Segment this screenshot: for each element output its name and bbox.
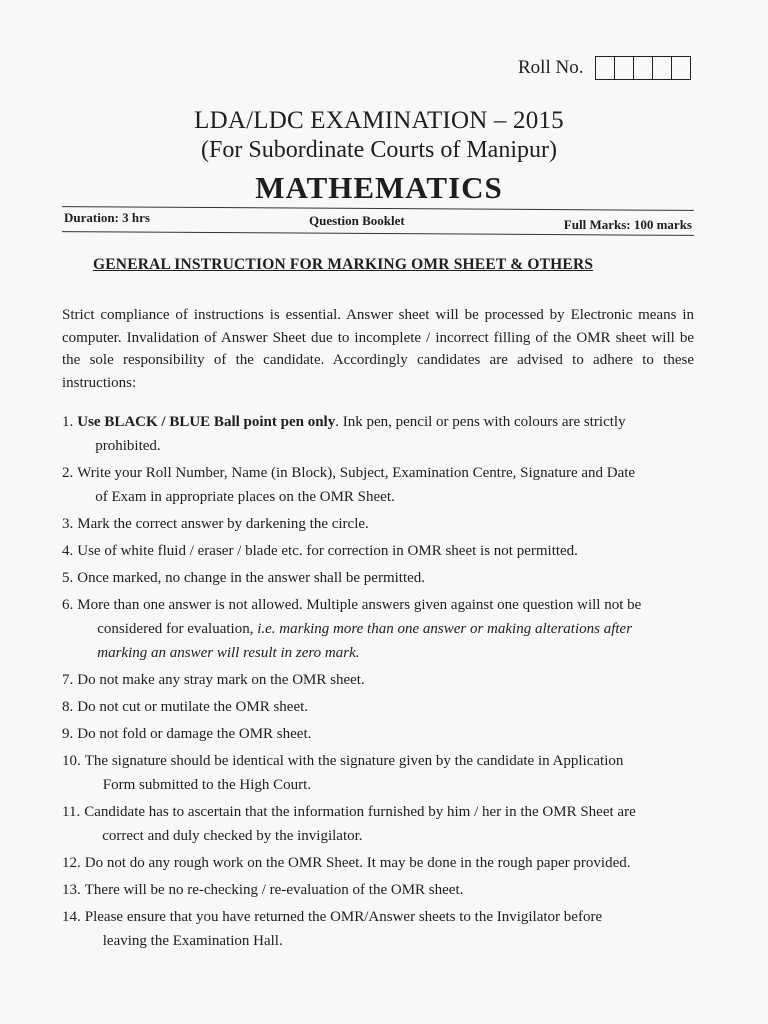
instruction-item (62, 461, 694, 509)
instruction-line: Do not make any stray mark on the OMR sheet. (77, 672, 365, 688)
instruction-item (62, 593, 694, 665)
instruction-item (62, 512, 694, 536)
instruction-line: Do not cut or mutilate the OMR sheet. (77, 699, 309, 715)
instruction-text (85, 749, 694, 797)
booklet-text: Question Booklet (309, 213, 405, 228)
instruction-item (62, 749, 694, 797)
instruction-continuation: prohibited. (95, 438, 161, 454)
roll-number-boxes (595, 56, 691, 80)
instruction-number: 2. (62, 465, 74, 481)
instruction-continuation: Form submitted to the High Court. (102, 777, 312, 793)
roll-number-box (672, 57, 690, 79)
roll-number-block (518, 56, 691, 80)
instruction-item (62, 668, 694, 692)
full-marks-text: Full Marks: 100 marks (563, 217, 692, 232)
instruction-text (85, 905, 694, 953)
instruction-text (84, 800, 694, 848)
instruction-continuation: leaving the Examination Hall. (102, 933, 283, 949)
exam-subtitle: (For Subordinate Courts of Manipur) (201, 137, 557, 163)
instruction-text (77, 593, 694, 665)
instruction-item (62, 800, 694, 848)
instruction-line: Once marked, no change in the answer shall be permitted. (77, 570, 426, 586)
roll-number-label: Roll No. (518, 57, 584, 78)
instruction-number: 11. (62, 804, 81, 820)
instruction-line: Use of white fluid / eraser / blade etc. for correction in OMR sheet is not permitted. (77, 543, 578, 559)
instruction-continuation-plain: considered for evaluation, (97, 621, 258, 637)
instruction-number: 3. (62, 516, 74, 532)
instruction-emphasis: Use BLACK / BLUE Ball point pen only (77, 414, 336, 430)
instruction-item (62, 695, 694, 719)
instruction-item (62, 410, 694, 458)
roll-number-box (596, 57, 615, 79)
instruction-number: 1. (62, 414, 74, 430)
instruction-line: Do not do any rough work on the OMR Sheet. It may be done in the rough paper provided. (84, 855, 631, 871)
subject-title: MATHEMATICS (255, 170, 503, 205)
instructions-list (62, 410, 694, 956)
instruction-item (62, 851, 694, 875)
instructions-heading: GENERAL INSTRUCTION FOR MARKING OMR SHEET & OTHERS (93, 256, 594, 273)
instruction-item (62, 905, 694, 953)
instruction-text (77, 410, 694, 458)
instruction-number: 7. (62, 672, 74, 688)
duration-text: Duration: 3 hrs (64, 210, 150, 225)
instruction-line: More than one answer is not allowed. Multiple answers given against one question will not be (77, 597, 642, 613)
instruction-line: . Ink pen, pencil or pens with colours are strictly (335, 414, 626, 430)
instruction-item (62, 722, 694, 746)
instruction-line: There will be no re-checking / re-evaluation of the OMR sheet. (84, 882, 464, 898)
instruction-line: Mark the correct answer by darkening the circle. (77, 516, 369, 532)
instruction-continuation-italic: i.e. marking more than one answer or making alterations after (257, 621, 633, 637)
instruction-continuation: of Exam in appropriate places on the OMR Sheet. (95, 489, 395, 505)
instruction-number: 6. (62, 597, 74, 613)
roll-number-box (653, 57, 672, 79)
instruction-number: 4. (62, 543, 74, 559)
exam-meta-row (64, 210, 692, 230)
instruction-item (62, 539, 694, 563)
instruction-line: Please ensure that you have returned the OMR/Answer sheets to the Invigilator before (84, 909, 603, 925)
instruction-line: Write your Roll Number, Name (in Block), Subject, Examination Centre, Signature and Date (77, 465, 636, 481)
instruction-continuation: correct and duly checked by the invigilator. (102, 828, 363, 844)
roll-number-box (634, 57, 653, 79)
instruction-number: 12. (62, 855, 81, 871)
instruction-number: 5. (62, 570, 74, 586)
instruction-number: 8. (62, 699, 74, 715)
instruction-item (62, 566, 694, 590)
instruction-number: 14. (62, 909, 81, 925)
instruction-number: 9. (62, 726, 74, 742)
instruction-line: Candidate has to ascertain that the information furnished by him / her in the OMR Sheet are (84, 804, 636, 820)
exam-title: LDA/LDC EXAMINATION – 2015 (194, 107, 564, 134)
instruction-line: Do not fold or damage the OMR sheet. (77, 726, 312, 742)
instruction-item (62, 878, 694, 902)
instruction-continuation (77, 617, 694, 641)
instruction-line: The signature should be identical with the signature given by the candidate in Application (84, 753, 624, 769)
instructions-intro: Strict compliance of instructions is essential. Answer sheet will be processed by Electronic means in computer. Invalidation of Answer Sheet due to incomplete / incorrect filling of the OMR sheet will be the sole responsibility of the candidate. Accordingly candidates are advised to adhere to these instructions: (62, 307, 694, 391)
instruction-continuation-italic-2: marking an answer will result in zero mark. (97, 645, 360, 661)
roll-number-box (615, 57, 634, 79)
instruction-text (77, 461, 694, 509)
instruction-number: 10. (62, 753, 81, 769)
instruction-number: 13. (62, 882, 81, 898)
